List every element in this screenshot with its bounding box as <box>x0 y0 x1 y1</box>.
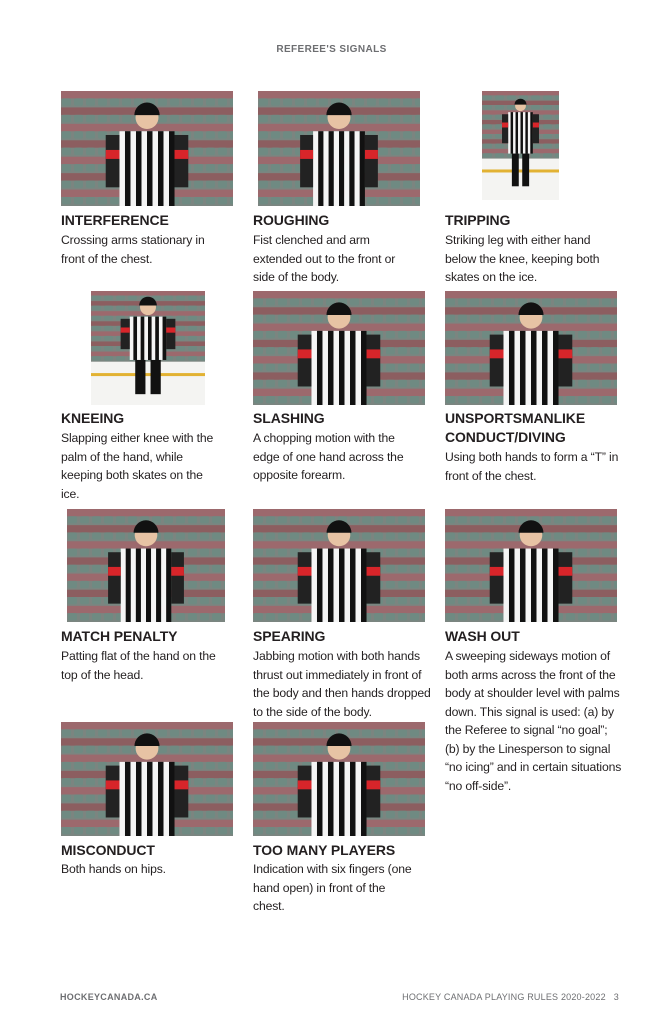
signal-title: INTERFERENCE <box>61 212 169 228</box>
page-number: 3 <box>613 992 619 1002</box>
signal-title: UNSPORTSMANLIKE CONDUCT/DIVING <box>445 410 586 445</box>
tripping-photo <box>482 91 559 200</box>
signal-description: Using both hands to form a “T” in front of the chest. <box>445 450 619 483</box>
footer-publication <box>402 992 619 1002</box>
signal-description: A sweeping sideways motion of both arms across the front of the body at shoulder level with palms down. This signal is used: (a) by the Referee to signal “no goal”; (b) by the Linesperson to signal “no icing” and in certain situations “no off-side”. <box>445 649 622 793</box>
unsportsmanlike-photo <box>445 291 617 405</box>
signal-title: KNEEING <box>61 410 125 426</box>
slashing-photo <box>253 291 425 405</box>
footer-publication-title: HOCKEY CANADA PLAYING RULES 2020-2022 <box>402 992 606 1002</box>
footer-site: HOCKEYCANADA.CA <box>60 992 158 1002</box>
signal-description: Patting flat of the hand on the top of the head. <box>61 649 216 682</box>
signal-description: Slapping either knee with the palm of the hand, while keeping both skates on the ice. <box>61 431 214 501</box>
signal-description: Striking leg with either hand below the knee, keeping both skates on the ice. <box>445 233 600 284</box>
signal-description: Jabbing motion with both hands thrust out immediately in front of the body and then hands dropped to the side of the body. <box>253 649 431 719</box>
signal-title: WASH OUT <box>445 628 520 644</box>
signal-description: Crossing arms stationary in front of the chest. <box>61 233 205 266</box>
signal-title: SPEARING <box>253 628 326 644</box>
signal-description: Fist clenched and arm extended out to the front or side of the body. <box>253 233 396 284</box>
signal-title: MATCH PENALTY <box>61 628 178 644</box>
signal-title: MISCONDUCT <box>61 842 155 858</box>
misconduct-photo <box>61 722 233 836</box>
wash-out-photo <box>445 509 617 622</box>
page-header: REFEREE'S SIGNALS <box>276 44 387 55</box>
signal-title: TRIPPING <box>445 212 511 228</box>
signal-description: A chopping motion with the edge of one hand across the opposite forearm. <box>253 431 404 482</box>
interference-photo <box>61 91 233 206</box>
spearing-photo <box>253 509 425 622</box>
signal-title: ROUGHING <box>253 212 330 228</box>
signal-description: Both hands on hips. <box>61 862 166 876</box>
signal-description: Indication with six fingers (one hand open) in front of the chest. <box>253 862 412 913</box>
signal-title: TOO MANY PLAYERS <box>253 842 396 858</box>
signal-title: SLASHING <box>253 410 325 426</box>
match-penalty-photo <box>67 509 225 622</box>
too-many-players-photo <box>253 722 425 836</box>
roughing-photo <box>258 91 420 206</box>
kneeing-photo <box>91 291 205 405</box>
